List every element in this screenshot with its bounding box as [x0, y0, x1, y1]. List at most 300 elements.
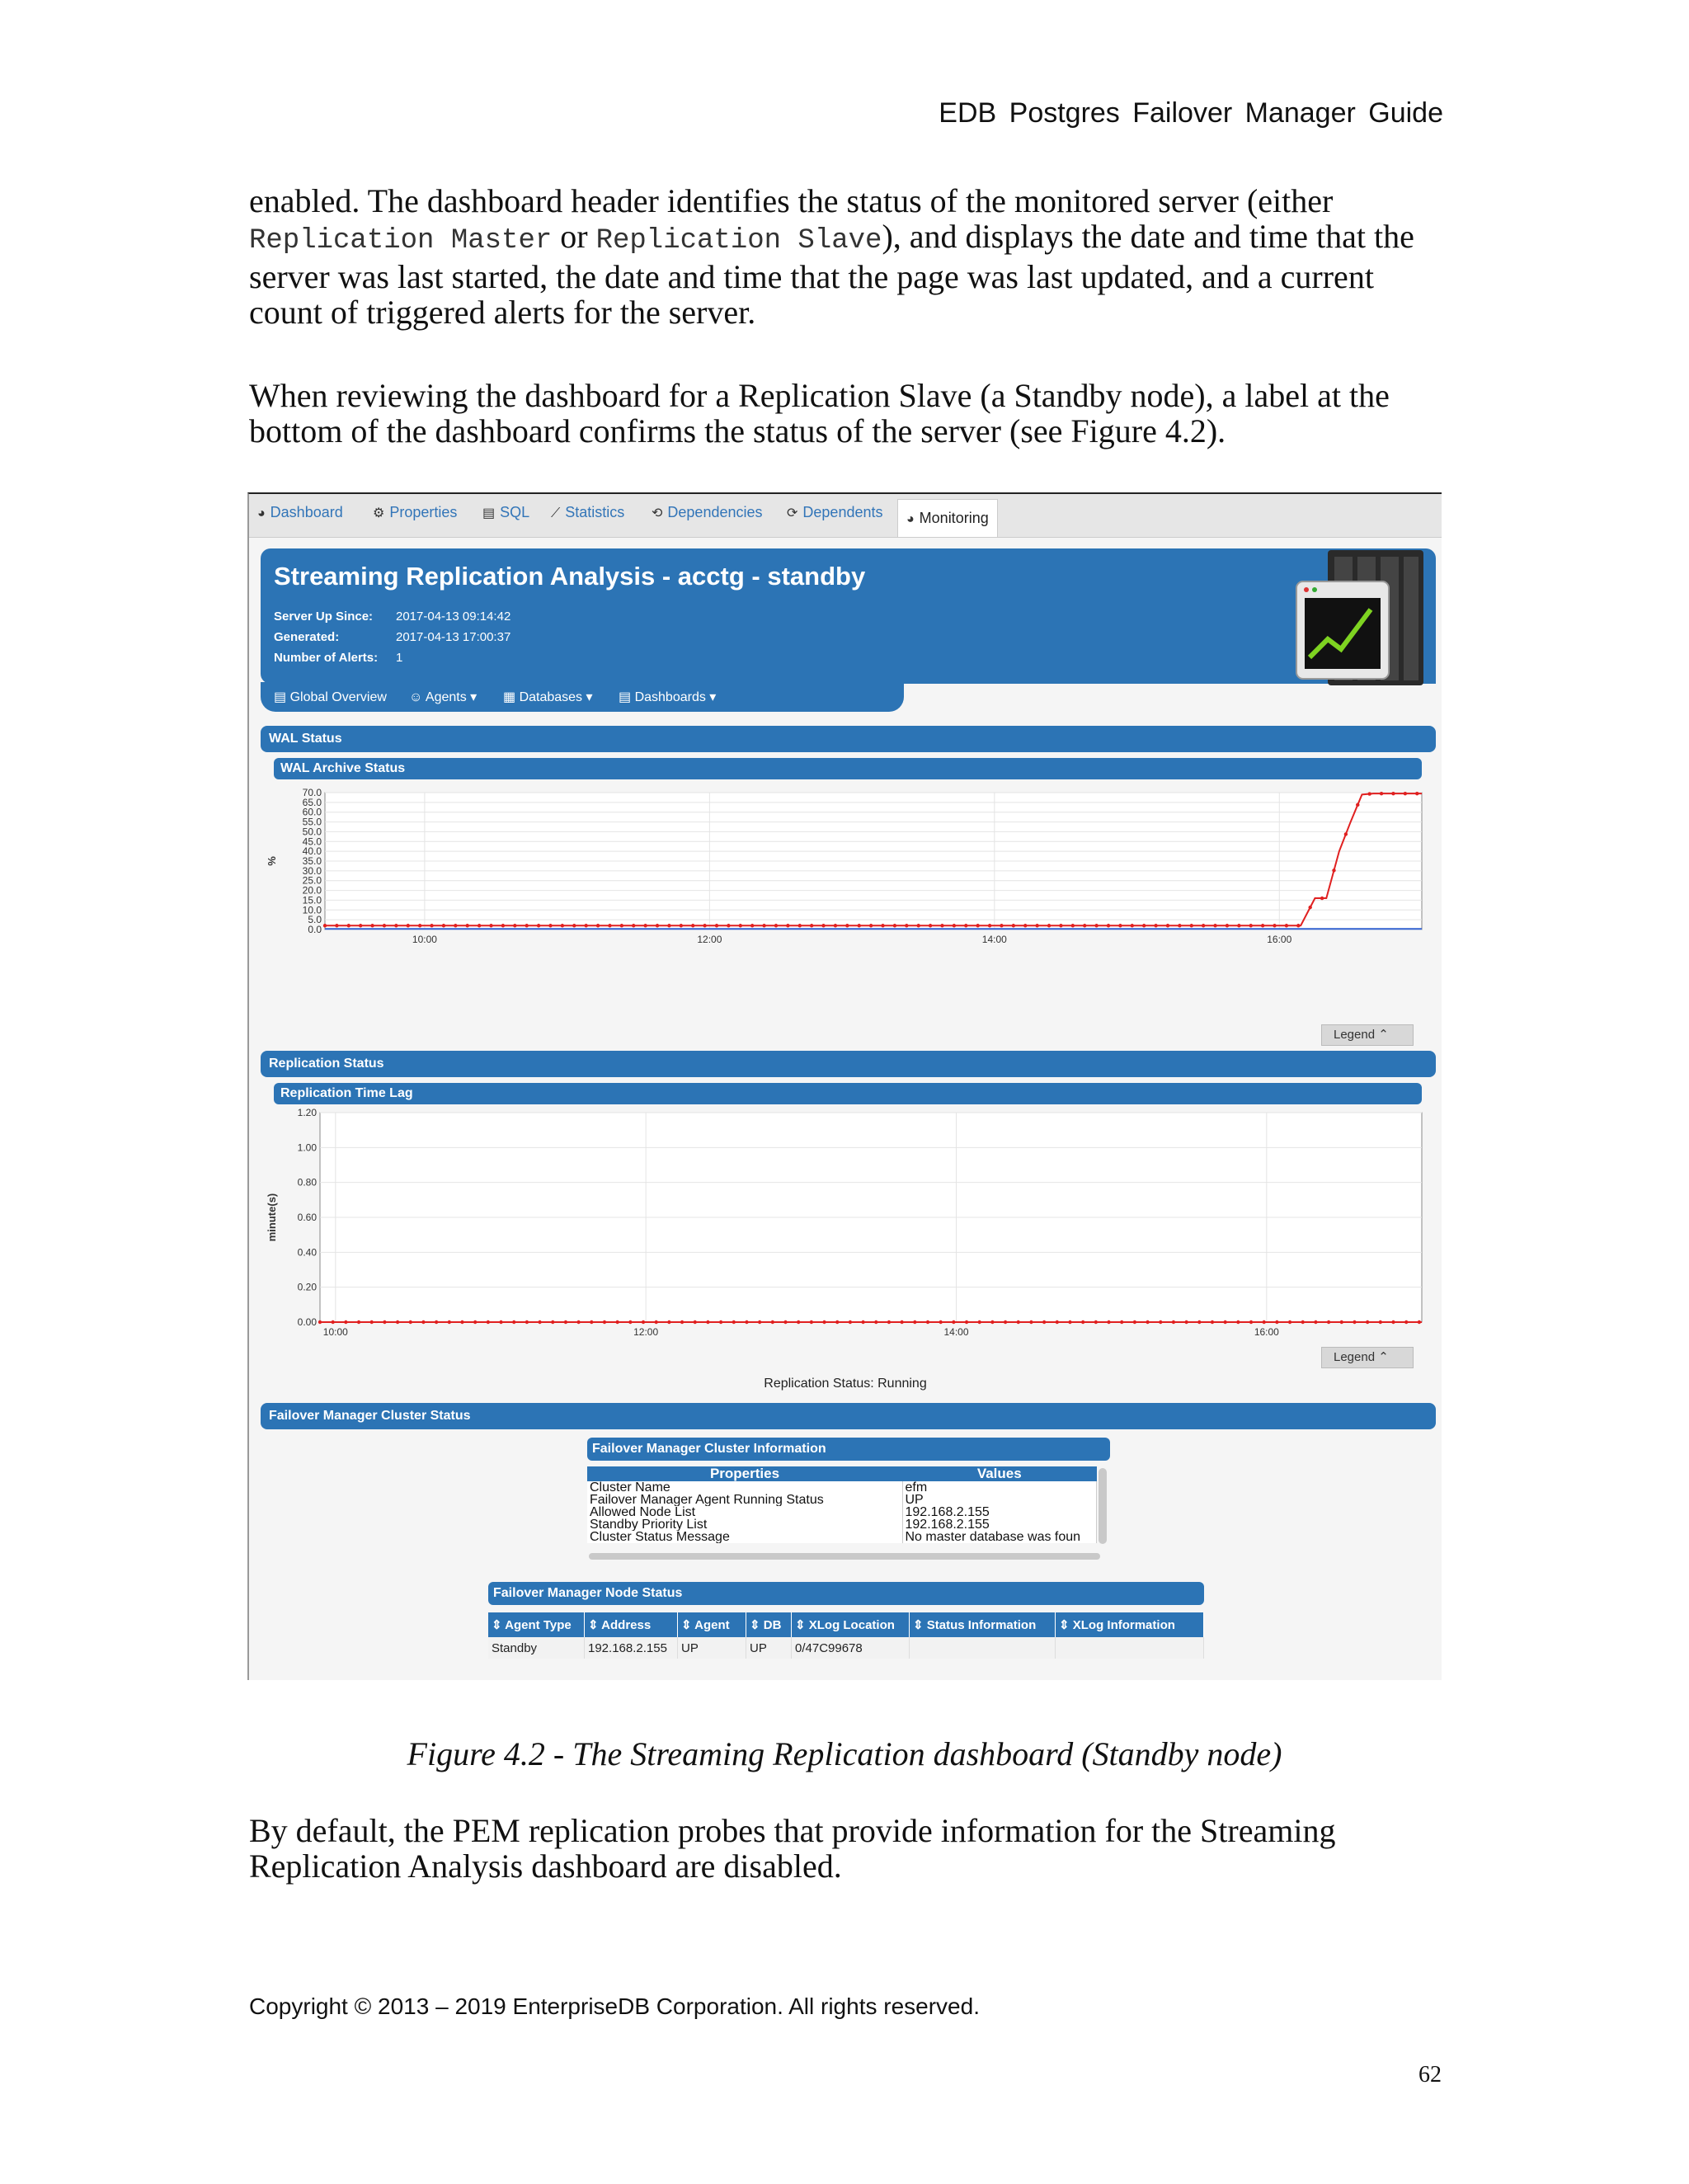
data-point: [869, 924, 873, 927]
data-point: [810, 1320, 813, 1324]
tab-dashboard-label: Dashboard: [270, 504, 343, 520]
code-replication-master: Replication Master: [249, 225, 553, 257]
data-point: [745, 1320, 748, 1324]
data-point: [821, 924, 825, 927]
y-tick-label: 10.0: [302, 904, 322, 916]
data-point: [1017, 1320, 1020, 1324]
data-point: [576, 1320, 580, 1324]
x-tick-label: 12:00: [697, 934, 722, 943]
data-point: [929, 924, 932, 927]
data-point: [798, 924, 802, 927]
data-point: [1249, 924, 1253, 927]
data-point: [394, 924, 398, 927]
data-point: [1197, 1320, 1201, 1324]
data-point: [1154, 924, 1157, 927]
y-tick-label: 35.0: [302, 855, 322, 867]
x-tick-label: 14:00: [981, 934, 1007, 943]
dependents-icon: ⟳: [787, 506, 798, 520]
data-point: [1404, 792, 1407, 795]
data-point: [913, 1320, 916, 1324]
data-point: [435, 1320, 438, 1324]
data-point: [396, 1320, 399, 1324]
data-point: [990, 1320, 994, 1324]
data-point: [916, 924, 920, 927]
data-point: [512, 1320, 515, 1324]
page-header: EDB Postgres Failover Manager Guide: [939, 97, 1443, 129]
nav-dashboards[interactable]: [619, 689, 716, 705]
data-point: [976, 924, 979, 927]
data-point: [732, 1320, 736, 1324]
data-point: [1275, 1320, 1278, 1324]
data-point: [1340, 1320, 1343, 1324]
tab-dependents[interactable]: [787, 504, 882, 521]
para1-text1: enabled. The dashboard header identifies the status of the monitored server (either: [249, 182, 1334, 219]
prop-value: UP: [902, 1494, 1097, 1506]
data-point: [1261, 924, 1264, 927]
subsection-wal-archive-status: WAL Archive Status: [274, 758, 1422, 779]
data-point: [727, 924, 730, 927]
data-point: [858, 924, 861, 927]
tab-monitoring[interactable]: [897, 499, 998, 537]
col-values: Values: [902, 1466, 1097, 1481]
data-point: [1184, 1320, 1188, 1324]
data-point: [489, 924, 492, 927]
y-axis-label: %: [266, 856, 278, 866]
figure-caption: Figure 4.2 - The Streaming Replication dashboard (Standby node): [407, 1735, 1282, 1772]
data-point: [331, 1320, 334, 1324]
alerts-value: 1: [396, 651, 403, 665]
data-point: [1273, 924, 1276, 927]
table-row: [587, 1531, 1097, 1543]
prop-value: 192.168.2.155: [902, 1506, 1097, 1518]
section-replication-status: Replication Status: [261, 1051, 1436, 1077]
x-tick-label: 12:00: [633, 1326, 659, 1338]
data-point: [719, 1320, 722, 1324]
prop-value: No master database was foun: [902, 1531, 1097, 1543]
y-tick-label: 0.40: [297, 1246, 317, 1259]
cell-xlog-information: [1056, 1637, 1204, 1659]
section-wal-status: WAL Status: [261, 726, 1436, 752]
data-point: [758, 1320, 761, 1324]
data-point: [680, 1320, 684, 1324]
data-point: [656, 924, 659, 927]
report-icon: ▤: [619, 690, 635, 704]
report-icon: ▤: [274, 690, 290, 704]
prop-name: Standby Priority List: [587, 1518, 902, 1531]
table-row: [587, 1506, 1097, 1518]
data-point: [1211, 1320, 1214, 1324]
nav-global-overview[interactable]: [274, 689, 387, 705]
y-tick-label: 20.0: [302, 884, 322, 897]
data-point: [654, 1320, 657, 1324]
dependencies-icon: ⟲: [652, 506, 663, 520]
server-up-label: Server Up Since:: [274, 610, 374, 624]
data-point: [1327, 1320, 1330, 1324]
data-point: [643, 924, 647, 927]
prop-value: efm: [902, 1481, 1097, 1494]
data-point: [418, 924, 421, 927]
code-replication-slave: Replication Slave: [595, 225, 882, 257]
data-point: [1012, 924, 1015, 927]
nav-databases-label: Databases ▾: [519, 690, 593, 704]
para1-or: or: [552, 218, 596, 255]
data-point: [478, 924, 481, 927]
data-point: [1000, 924, 1003, 927]
data-point: [834, 924, 837, 927]
replication-status-label: Replication Status: Running: [764, 1377, 927, 1391]
prop-name: Cluster Status Message: [587, 1531, 902, 1543]
data-point: [1023, 924, 1027, 927]
generated: [274, 630, 511, 644]
data-point: [893, 924, 896, 927]
data-point: [1107, 1320, 1110, 1324]
tab-properties[interactable]: [373, 504, 457, 521]
data-point: [323, 924, 327, 927]
data-point: [537, 924, 540, 927]
data-point: [706, 1320, 709, 1324]
data-point: [750, 924, 754, 927]
data-point: [1042, 1320, 1046, 1324]
col-properties: Properties: [587, 1466, 902, 1481]
data-point: [513, 924, 516, 927]
tab-properties-label: Properties: [389, 504, 458, 520]
prop-name: Cluster Name: [587, 1481, 902, 1494]
data-point: [370, 924, 374, 927]
data-point: [845, 924, 849, 927]
data-point: [1029, 1320, 1033, 1324]
data-point: [603, 1320, 606, 1324]
copyright-footer: Copyright © 2013 – 2019 EnterpriseDB Corporation. All rights reserved.: [249, 1993, 980, 2019]
data-point: [1320, 897, 1324, 900]
horizontal-scrollbar[interactable]: [589, 1553, 1100, 1560]
data-point: [1056, 1320, 1059, 1324]
col-agent[interactable]: ⇕ Agent: [678, 1612, 746, 1637]
generated-label: Generated:: [274, 630, 340, 644]
data-point: [615, 1320, 619, 1324]
data-point: [703, 924, 706, 927]
legend-button-wal[interactable]: [1321, 1024, 1414, 1046]
data-point: [926, 1320, 929, 1324]
para1-text2: ), and displays the date and time that the server was last started, the date and time that the page was last updated, and a current count of triggered alerts for the server.: [249, 218, 1414, 331]
prop-value: 192.168.2.155: [902, 1518, 1097, 1531]
chevron-up-icon: ⌃: [1378, 1350, 1389, 1364]
data-point: [1133, 1320, 1136, 1324]
cell-xlog-location: 0/47C99678: [792, 1637, 910, 1659]
data-point: [347, 924, 351, 927]
y-tick-label: 70.0: [302, 787, 322, 798]
data-point: [1380, 792, 1383, 795]
table-header-row: [587, 1466, 1097, 1481]
data-point: [1367, 792, 1371, 795]
data-point: [1404, 1320, 1408, 1324]
data-point: [964, 924, 967, 927]
data-point: [572, 924, 576, 927]
data-point: [739, 924, 742, 927]
x-tick-label: 10:00: [412, 934, 437, 943]
section-cluster-status: Failover Manager Cluster Status: [261, 1403, 1436, 1429]
data-point: [771, 1320, 774, 1324]
data-point: [454, 924, 457, 927]
table-row: [587, 1494, 1097, 1506]
data-point: [1068, 1320, 1071, 1324]
data-point: [318, 1320, 322, 1324]
tab-dependents-label: Dependents: [802, 504, 883, 520]
data-point: [1391, 792, 1395, 795]
agent-icon: ☺: [409, 690, 426, 704]
data-point: [473, 1320, 477, 1324]
data-point: [448, 1320, 451, 1324]
data-point: [849, 1320, 852, 1324]
tab-sql-label: SQL: [500, 504, 530, 520]
node-status-table: [488, 1612, 1204, 1659]
nav-agents-label: Agents ▾: [425, 690, 478, 704]
legend-button-lag[interactable]: [1321, 1347, 1414, 1368]
data-point: [1142, 924, 1146, 927]
cluster-properties-table: [587, 1466, 1097, 1543]
data-point: [940, 924, 943, 927]
data-point: [786, 924, 789, 927]
y-tick-label: 15.0: [302, 894, 322, 906]
data-point: [430, 924, 433, 927]
paragraph-default: By default, the PEM replication probes that provide information for the Streaming Replication Analysis dashboard are disabled.: [249, 1812, 1336, 1885]
col-xlog-information[interactable]: ⇕ XLog Information: [1056, 1612, 1204, 1637]
data-point: [1332, 868, 1335, 872]
page-number: 62: [1418, 2062, 1442, 2088]
data-point: [691, 924, 694, 927]
y-tick-label: 65.0: [302, 796, 322, 808]
data-point: [978, 1320, 981, 1324]
data-point: [383, 924, 386, 927]
data-point: [1314, 1320, 1317, 1324]
data-point: [548, 924, 552, 927]
data-point: [632, 924, 635, 927]
data-point: [1391, 1320, 1395, 1324]
data-point: [905, 924, 908, 927]
cluster-info-header: Failover Manager Cluster Information: [587, 1438, 1110, 1461]
data-point: [407, 924, 410, 927]
data-point: [1094, 924, 1098, 927]
x-tick-label: 16:00: [1267, 934, 1292, 943]
data-point: [694, 1320, 697, 1324]
data-point: [499, 1320, 502, 1324]
chevron-up-icon: ⌃: [1378, 1028, 1389, 1042]
col-status-information[interactable]: ⇕ Status Information: [910, 1612, 1056, 1637]
data-point: [561, 924, 564, 927]
tab-dependencies[interactable]: [652, 504, 763, 521]
table-row: [587, 1518, 1097, 1531]
data-point: [460, 1320, 463, 1324]
data-point: [1262, 1320, 1265, 1324]
data-point: [466, 924, 469, 927]
replication-lag-chart: [266, 1108, 1437, 1340]
data-point: [715, 924, 718, 927]
tab-dependencies-label: Dependencies: [667, 504, 763, 520]
dashboard-screenshot: [247, 492, 1442, 1680]
y-tick-label: 55.0: [302, 816, 322, 828]
data-point: [596, 924, 600, 927]
data-point: [797, 1320, 800, 1324]
y-tick-label: 45.0: [302, 835, 322, 848]
y-tick-label: 30.0: [302, 864, 322, 877]
data-point: [667, 924, 670, 927]
data-point: [1131, 924, 1134, 927]
data-point: [525, 924, 528, 927]
tab-dashboard[interactable]: [257, 504, 343, 521]
data-point: [344, 1320, 347, 1324]
data-point: [501, 924, 505, 927]
col-agent-type[interactable]: ⇕ Agent Type: [488, 1612, 585, 1637]
data-point: [1094, 1320, 1098, 1324]
data-point: [1236, 1320, 1240, 1324]
data-point: [1178, 924, 1181, 927]
cell-agent: UP: [678, 1637, 746, 1659]
y-tick-label: 0.00: [297, 1316, 317, 1328]
data-point: [1047, 924, 1051, 927]
y-tick-label: 0.80: [297, 1176, 317, 1188]
col-address[interactable]: ⇕ Address: [585, 1612, 678, 1637]
data-point: [762, 924, 765, 927]
data-point: [525, 1320, 529, 1324]
data-point: [965, 1320, 968, 1324]
dashboard-title: Streaming Replication Analysis - acctg - standby: [274, 562, 866, 591]
y-tick-label: 1.00: [297, 1141, 317, 1154]
cell-db: UP: [746, 1637, 792, 1659]
data-point: [1202, 924, 1205, 927]
number-of-alerts: [274, 651, 403, 665]
data-point: [335, 924, 338, 927]
data-point: [357, 1320, 360, 1324]
server-monitor-icon: [1295, 548, 1427, 689]
data-point: [1285, 924, 1288, 927]
data-point: [1172, 1320, 1175, 1324]
data-point: [442, 924, 445, 927]
data-point: [1237, 924, 1240, 927]
vertical-scrollbar[interactable]: [1099, 1468, 1107, 1544]
cell-agent-type: Standby: [488, 1637, 585, 1659]
tab-bar: [249, 494, 1442, 538]
data-point: [642, 1320, 645, 1324]
data-point: [1159, 1320, 1162, 1324]
data-point: [383, 1320, 386, 1324]
data-point: [1301, 1320, 1305, 1324]
tab-statistics-label: Statistics: [565, 504, 625, 520]
prop-name: Allowed Node List: [587, 1506, 902, 1518]
data-point: [1415, 792, 1418, 795]
paragraph-intro: [249, 183, 1453, 330]
data-point: [564, 1320, 567, 1324]
server-up-value: 2017-04-13 09:14:42: [396, 610, 511, 624]
y-tick-label: 40.0: [302, 845, 322, 858]
alerts-label: Number of Alerts:: [274, 651, 379, 665]
tab-statistics[interactable]: [551, 504, 624, 521]
data-point: [1356, 803, 1359, 807]
data-point: [1120, 1320, 1123, 1324]
nav-databases[interactable]: [503, 689, 593, 705]
x-tick-label: 16:00: [1254, 1326, 1279, 1338]
y-tick-label: 0.0: [308, 924, 322, 935]
data-point: [1344, 832, 1348, 835]
data-point: [590, 1320, 593, 1324]
data-point: [359, 924, 362, 927]
data-point: [667, 1320, 670, 1324]
data-point: [608, 924, 611, 927]
y-tick-label: 0.20: [297, 1281, 317, 1293]
data-point: [1418, 1320, 1421, 1324]
data-point: [1166, 924, 1169, 927]
table-header-row: [488, 1612, 1204, 1637]
data-point: [783, 1320, 787, 1324]
data-point: [861, 1320, 864, 1324]
document-icon: ▤: [482, 506, 496, 520]
data-point: [952, 1320, 955, 1324]
data-point: [774, 924, 778, 927]
server-up-since: [274, 610, 511, 624]
data-point: [1226, 924, 1229, 927]
y-axis-label: minute(s): [266, 1193, 278, 1242]
data-point: [1004, 1320, 1007, 1324]
prop-name: Failover Manager Agent Running Status: [587, 1494, 902, 1506]
data-point: [421, 1320, 425, 1324]
x-tick-label: 14:00: [943, 1326, 969, 1338]
paragraph-standby: When reviewing the dashboard for a Replication Slave (a Standby node), a label at the bottom of the dashboard confirms the status of the server (see Figure 4.2).: [249, 377, 1390, 450]
cell-address: 192.168.2.155: [585, 1637, 678, 1659]
y-tick-label: 5.0: [308, 914, 322, 926]
x-tick-label: 10:00: [322, 1326, 348, 1338]
col-xlog-location[interactable]: ⇕ XLog Location: [792, 1612, 910, 1637]
data-point: [1035, 924, 1038, 927]
data-point: [1213, 924, 1216, 927]
data-point: [1353, 1320, 1356, 1324]
data-point: [1308, 906, 1311, 909]
data-point: [628, 1320, 632, 1324]
data-point: [370, 1320, 374, 1324]
cell-status-information: [910, 1637, 1056, 1659]
data-point: [538, 1320, 541, 1324]
data-point: [1083, 924, 1086, 927]
data-point: [1379, 1320, 1382, 1324]
y-tick-label: 0.60: [297, 1212, 317, 1223]
data-point: [1190, 924, 1193, 927]
database-icon: ▦: [503, 690, 520, 704]
nav-global-overview-label: Global Overview: [289, 690, 387, 704]
nav-agents[interactable]: [409, 689, 477, 705]
col-db[interactable]: ⇕ DB: [746, 1612, 792, 1637]
y-tick-label: 60.0: [302, 806, 322, 818]
data-point: [881, 924, 884, 927]
table-row: [488, 1637, 1204, 1659]
data-point: [620, 924, 623, 927]
data-point: [487, 1320, 490, 1324]
legend-lag-label: Legend: [1334, 1350, 1376, 1364]
data-point: [1081, 1320, 1084, 1324]
data-point: [988, 924, 991, 927]
y-tick-label: 1.20: [297, 1108, 317, 1118]
line-chart-icon: ⟋: [551, 506, 561, 520]
data-point: [1296, 924, 1300, 927]
node-status-header: Failover Manager Node Status: [488, 1582, 1204, 1605]
data-point: [887, 1320, 891, 1324]
data-point: [1146, 1320, 1149, 1324]
wal-archive-chart: [266, 786, 1437, 943]
data-point: [900, 1320, 903, 1324]
tab-sql[interactable]: [482, 504, 529, 521]
data-point: [810, 924, 813, 927]
subsection-replication-time-lag: Replication Time Lag: [274, 1083, 1422, 1104]
data-point: [822, 1320, 826, 1324]
generated-value: 2017-04-13 17:00:37: [396, 630, 511, 644]
data-point: [874, 1320, 877, 1324]
data-point: [1118, 924, 1122, 927]
